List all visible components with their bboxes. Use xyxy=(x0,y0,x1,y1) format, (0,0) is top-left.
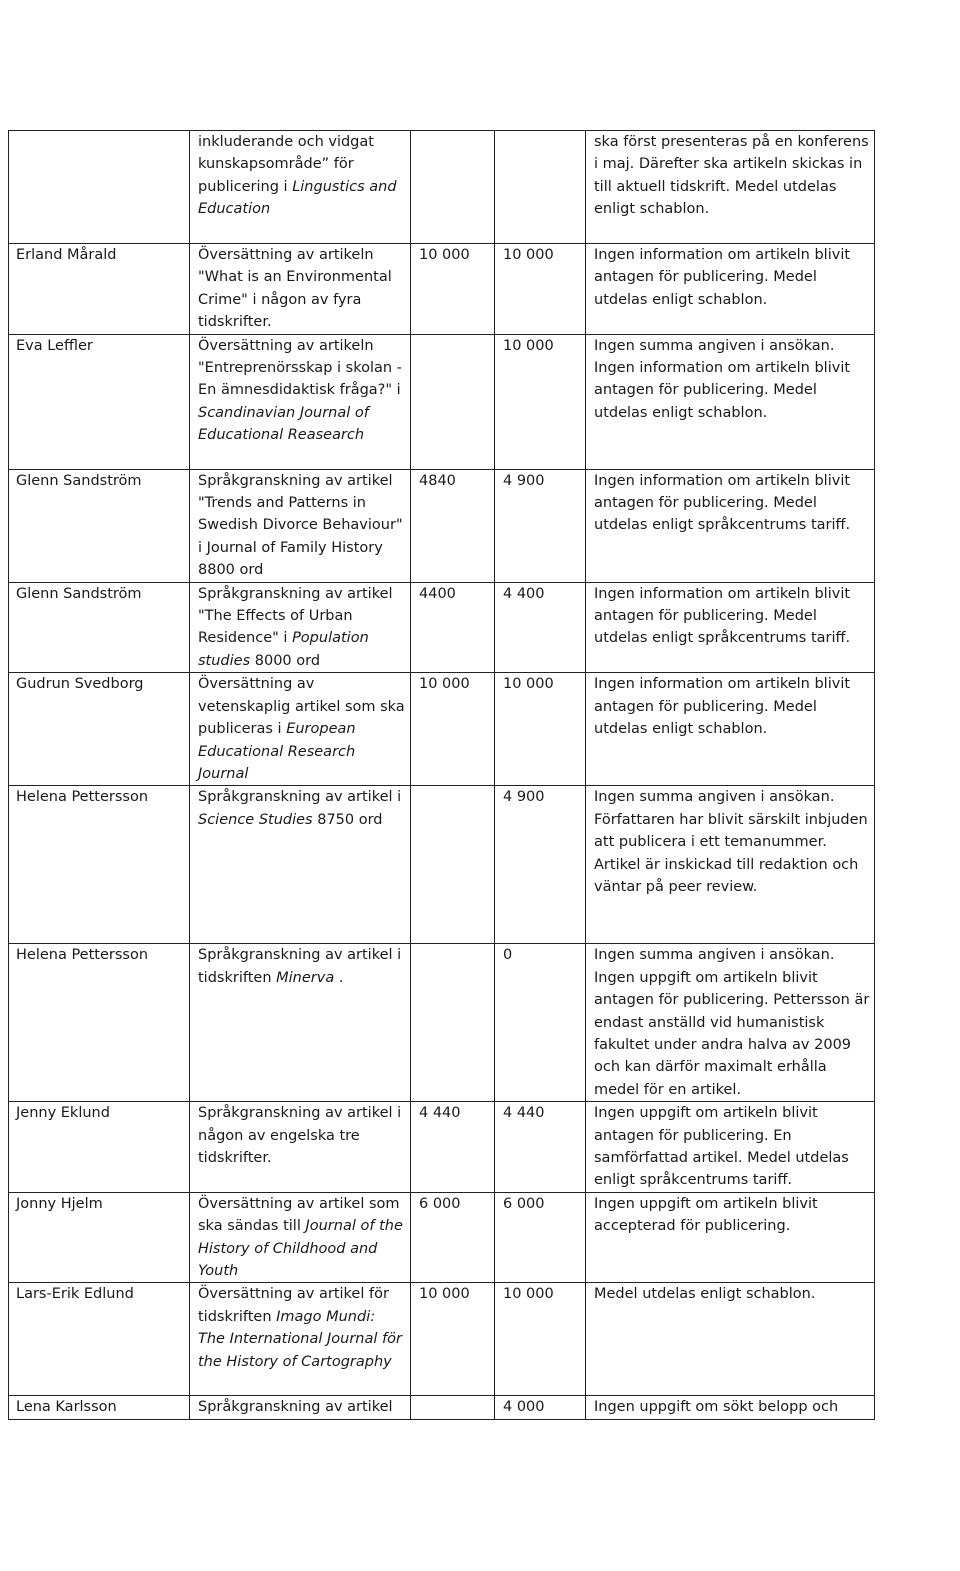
granted-amount-cell: 4 440 xyxy=(495,1102,586,1193)
applicant-name-cell: Jenny Eklund xyxy=(9,1102,190,1193)
description-text: Språkgranskning av artikel xyxy=(198,1399,393,1416)
description-text: Språkgranskning av artikel i någon av engelska tre tidskrifter. xyxy=(198,1105,402,1166)
description-cell xyxy=(190,334,411,469)
applicant-name-cell: Eva Leffler xyxy=(9,334,190,469)
description-text: Översättning av artikel för tidskriften xyxy=(198,1286,389,1325)
granted-amount-cell: 10 000 xyxy=(495,334,586,469)
comment-cell: Ingen uppgift om sökt belopp och xyxy=(586,1396,875,1419)
applicant-name-cell: Helena Pettersson xyxy=(9,786,190,944)
table-row xyxy=(9,1283,875,1396)
description-text: Översättning av artikel som ska sändas till xyxy=(198,1195,400,1235)
granted-amount-cell: 4 000 xyxy=(495,1396,586,1419)
table-row xyxy=(9,786,875,944)
description-text: Språkgranskning av artikel "Trends and Patterns in Swedish Divorce Behaviour" i Journal of Family History 8800 ord xyxy=(198,472,403,579)
comment-cell: Ingen summa angiven i ansökan. Ingen uppgift om artikeln blivit antagen för publicering. Pettersson är endast anställd vid humanistisk fakultet under andra halva av 2009 och kan därför maximalt erhålla medel för en artikel. xyxy=(586,944,875,1102)
table-row xyxy=(9,1102,875,1193)
sought-amount-cell: 4 440 xyxy=(411,1102,495,1193)
applicant-name-cell: Erland Mårald xyxy=(9,244,190,335)
description-cell xyxy=(190,1102,411,1193)
description-cell xyxy=(190,244,411,335)
grant-table xyxy=(8,130,875,1420)
description-cell xyxy=(190,1283,411,1396)
description-text: 8000 ord xyxy=(250,652,321,669)
description-cell xyxy=(190,1396,411,1419)
applicant-name-cell: Lena Karlsson xyxy=(9,1396,190,1419)
comment-cell: Ingen information om artikeln blivit antagen för publicering. Medel utdelas enligt schablon. xyxy=(586,673,875,786)
description-cell xyxy=(190,1192,411,1283)
journal-title: Journal of the History of Childhood and Youth xyxy=(198,1218,403,1279)
table-row xyxy=(9,673,875,786)
table-row xyxy=(9,131,875,244)
applicant-name-cell: Glenn Sandström xyxy=(9,582,190,673)
sought-amount-cell: 4400 xyxy=(411,582,495,673)
table-row xyxy=(9,334,875,469)
comment-cell: Ingen information om artikeln blivit antagen för publicering. Medel utdelas enligt språkcentrums tariff. xyxy=(586,469,875,582)
table-row xyxy=(9,944,875,1102)
applicant-name-cell: Helena Pettersson xyxy=(9,944,190,1102)
description-cell xyxy=(190,786,411,944)
applicant-name-cell: Gudrun Svedborg xyxy=(9,673,190,786)
journal-title: Scandinavian Journal of Educational Reasearch xyxy=(198,404,369,444)
granted-amount-cell: 10 000 xyxy=(495,673,586,786)
description-text: 8750 ord xyxy=(312,811,383,828)
comment-cell: ska först presenteras på en konferens i maj. Därefter ska artikeln skickas in till aktuell tidskrift. Medel utdelas enligt schablon. xyxy=(586,131,875,244)
comment-cell: Ingen information om artikeln blivit antagen för publicering. Medel utdelas enligt schablon. xyxy=(586,244,875,335)
description-cell xyxy=(190,944,411,1102)
sought-amount-cell xyxy=(411,334,495,469)
journal-title: Population studies xyxy=(198,630,369,669)
description-text: Språkgranskning av artikel i tidskriften xyxy=(198,947,402,986)
comment-cell: Ingen information om artikeln blivit antagen för publicering. Medel utdelas enligt språkcentrums tariff. xyxy=(586,582,875,673)
table-row xyxy=(9,1396,875,1419)
comment-cell: Medel utdelas enligt schablon. xyxy=(586,1283,875,1396)
table-row xyxy=(9,582,875,673)
sought-amount-cell xyxy=(411,1396,495,1419)
applicant-name-cell: Glenn Sandström xyxy=(9,469,190,582)
applicant-name-cell: Lars-Erik Edlund xyxy=(9,1283,190,1396)
table-row xyxy=(9,1192,875,1283)
journal-title: Imago Mundi: The International Journal för the History of Cartography xyxy=(198,1308,402,1370)
description-cell xyxy=(190,582,411,673)
journal-title: Lingustics and Education xyxy=(198,178,397,218)
journal-title: European Educational Research Journal xyxy=(198,721,356,782)
description-text: Översättning av artikeln "What is an Environmental Crime" i någon av fyra tidskrifter. xyxy=(198,247,392,331)
sought-amount-cell xyxy=(411,944,495,1102)
description-text: Språkgranskning av artikel i xyxy=(198,789,402,806)
granted-amount-cell: 6 000 xyxy=(495,1192,586,1283)
granted-amount-cell xyxy=(495,131,586,244)
sought-amount-cell: 10 000 xyxy=(411,244,495,335)
granted-amount-cell: 10 000 xyxy=(495,1283,586,1396)
description-text: Översättning av artikeln "Entreprenörsskap i skolan - En ämnesdidaktisk fråga?" i xyxy=(198,337,402,399)
granted-amount-cell: 0 xyxy=(495,944,586,1102)
granted-amount-cell: 10 000 xyxy=(495,244,586,335)
description-cell xyxy=(190,131,411,244)
description-text: Översättning av vetenskaplig artikel som ska publiceras i xyxy=(198,676,405,738)
table-row xyxy=(9,469,875,582)
table-body xyxy=(9,131,875,1420)
journal-title: Science Studies xyxy=(198,811,313,828)
sought-amount-cell: 10 000 xyxy=(411,673,495,786)
description-cell xyxy=(190,673,411,786)
applicant-name-cell xyxy=(9,131,190,244)
comment-cell: Ingen summa angiven i ansökan. Ingen information om artikeln blivit antagen för publicering. Medel utdelas enligt schablon. xyxy=(586,334,875,469)
sought-amount-cell xyxy=(411,786,495,944)
table-row xyxy=(9,244,875,335)
granted-amount-cell: 4 900 xyxy=(495,786,586,944)
sought-amount-cell: 6 000 xyxy=(411,1192,495,1283)
comment-cell: Ingen uppgift om artikeln blivit accepterad för publicering. xyxy=(586,1192,875,1283)
sought-amount-cell xyxy=(411,131,495,244)
journal-title: Minerva xyxy=(276,969,335,986)
description-cell xyxy=(190,469,411,582)
description-text: . xyxy=(334,969,344,986)
comment-cell: Ingen summa angiven i ansökan. Författaren har blivit särskilt inbjuden att publicera i ett temanummer. Artikel är inskickad till redaktion och väntar på peer review. xyxy=(586,786,875,944)
applicant-name-cell: Jonny Hjelm xyxy=(9,1192,190,1283)
description-text: inkluderande och vidgat kunskapsområde” för publicering i xyxy=(198,134,374,195)
description-text: Språkgranskning av artikel "The Effects of Urban Residence" i xyxy=(198,585,393,647)
granted-amount-cell: 4 400 xyxy=(495,582,586,673)
sought-amount-cell: 4840 xyxy=(411,469,495,582)
comment-cell: Ingen uppgift om artikeln blivit antagen för publicering. En samförfattad artikel. Medel utdelas enligt språkcentrums tariff. xyxy=(586,1102,875,1193)
sought-amount-cell: 10 000 xyxy=(411,1283,495,1396)
granted-amount-cell: 4 900 xyxy=(495,469,586,582)
